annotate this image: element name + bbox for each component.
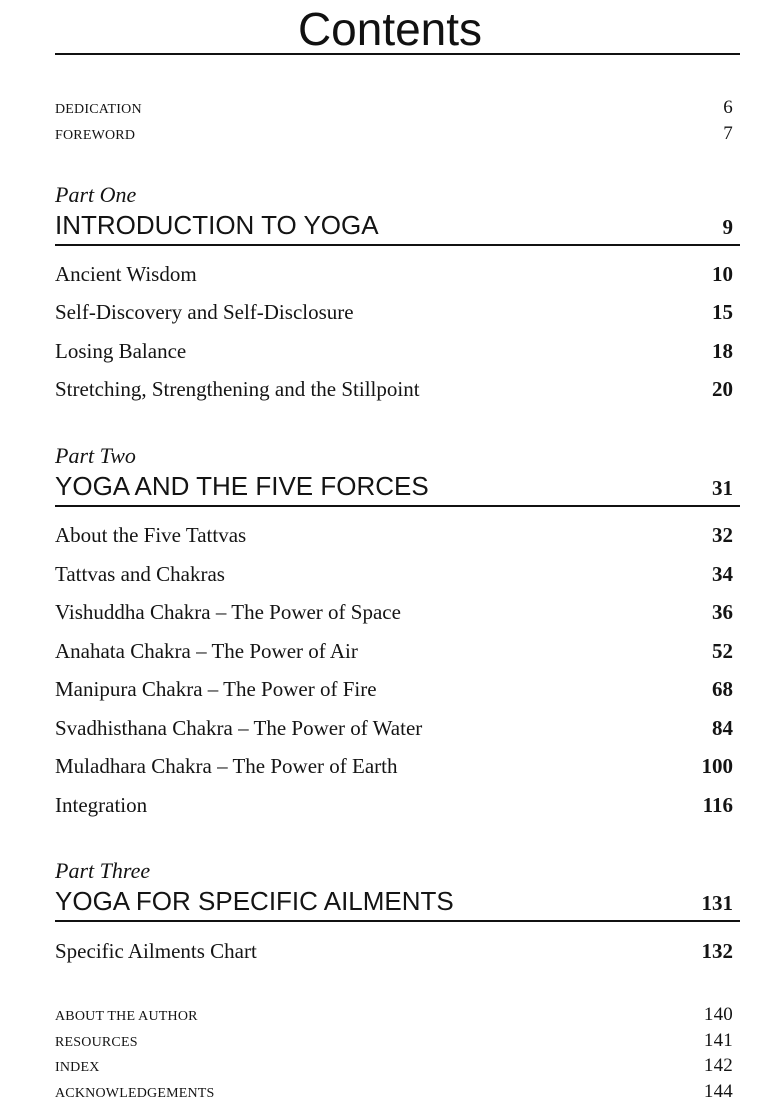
- toc-entry: [55, 262, 733, 287]
- entry-label: Svadhisthana Chakra – The Power of Water: [55, 716, 423, 740]
- title-rule: [55, 53, 740, 55]
- toc-entry: [55, 300, 733, 325]
- part-rule: [55, 920, 740, 922]
- toc-entry: [55, 523, 733, 548]
- entry-label: Stretching, Strengthening and the Stillpoint: [55, 377, 420, 401]
- part-page: 9: [722, 215, 733, 239]
- part-title-row: [55, 886, 733, 917]
- front-matter-entry: [55, 123, 733, 145]
- toc-entry: [55, 793, 733, 818]
- entry-label: Anahata Chakra – The Power of Air: [55, 639, 358, 663]
- entry-label: Self-Discovery and Self-Disclosure: [55, 300, 354, 324]
- back-matter-entry: [55, 1055, 733, 1077]
- entry-label: ABOUT THE AUTHOR: [55, 1009, 198, 1024]
- part-rule: [55, 244, 740, 246]
- entry-page: 15: [712, 300, 733, 324]
- entry-page: 141: [703, 1030, 733, 1051]
- entry-page: 7: [723, 123, 733, 144]
- part-title-row: [55, 210, 733, 241]
- entry-label: Manipura Chakra – The Power of Fire: [55, 677, 377, 701]
- entry-page: 84: [712, 716, 733, 740]
- toc-entry: [55, 339, 733, 364]
- entry-label: ACKNOWLEDGEMENTS: [55, 1086, 215, 1101]
- entry-page: 100: [701, 754, 733, 778]
- part-title: INTRODUCTION TO YOGA: [55, 210, 379, 240]
- toc-entry: [55, 600, 733, 625]
- toc-entry: [55, 716, 733, 741]
- entry-label: INDEX: [55, 1060, 100, 1075]
- part-label: Part One: [55, 182, 137, 207]
- entry-label: Losing Balance: [55, 339, 187, 363]
- entry-label: FOREWORD: [55, 128, 136, 143]
- entry-page: 32: [712, 523, 733, 547]
- toc-entry: [55, 639, 733, 664]
- entry-page: 36: [712, 600, 733, 624]
- front-matter-entry: [55, 97, 733, 119]
- entry-page: 144: [703, 1081, 733, 1102]
- entry-page: 10: [712, 262, 733, 286]
- part-title: YOGA FOR SPECIFIC AILMENTS: [55, 886, 454, 916]
- part-rule: [55, 505, 740, 507]
- entry-page: 142: [703, 1055, 733, 1076]
- entry-page: 132: [701, 939, 733, 963]
- entry-page: 140: [703, 1004, 733, 1025]
- part-label: Part Two: [55, 443, 136, 468]
- entry-label: Muladhara Chakra – The Power of Earth: [55, 754, 398, 778]
- entry-label: Specific Ailments Chart: [55, 939, 257, 963]
- part-label: Part Three: [55, 858, 151, 883]
- part-title-row: [55, 471, 733, 502]
- entry-label: Vishuddha Chakra – The Power of Space: [55, 600, 401, 624]
- toc-entry: [55, 377, 733, 402]
- part-page: 31: [712, 476, 733, 500]
- entry-page: 20: [712, 377, 733, 401]
- entry-label: About the Five Tattvas: [55, 523, 247, 547]
- back-matter-entry: [55, 1081, 733, 1103]
- entry-page: 6: [723, 97, 733, 118]
- page-title: Contents: [297, 3, 483, 55]
- entry-label: DEDICATION: [55, 102, 142, 117]
- entry-page: 52: [712, 639, 733, 663]
- entry-label: RESOURCES: [55, 1035, 138, 1050]
- entry-page: 18: [712, 339, 733, 363]
- entry-label: Ancient Wisdom: [55, 262, 197, 286]
- toc-entry: [55, 562, 733, 587]
- entry-page: 34: [712, 562, 733, 586]
- part-page: 131: [701, 891, 733, 915]
- toc-entry: [55, 754, 733, 779]
- toc-entry: [55, 939, 733, 964]
- toc-entry: [55, 677, 733, 702]
- entry-page: 68: [712, 677, 733, 701]
- back-matter-entry: [55, 1030, 733, 1052]
- entry-label: Tattvas and Chakras: [55, 562, 225, 586]
- entry-page: 116: [702, 793, 733, 817]
- back-matter-entry: [55, 1004, 733, 1026]
- part-title: YOGA AND THE FIVE FORCES: [55, 471, 429, 501]
- entry-label: Integration: [55, 793, 148, 817]
